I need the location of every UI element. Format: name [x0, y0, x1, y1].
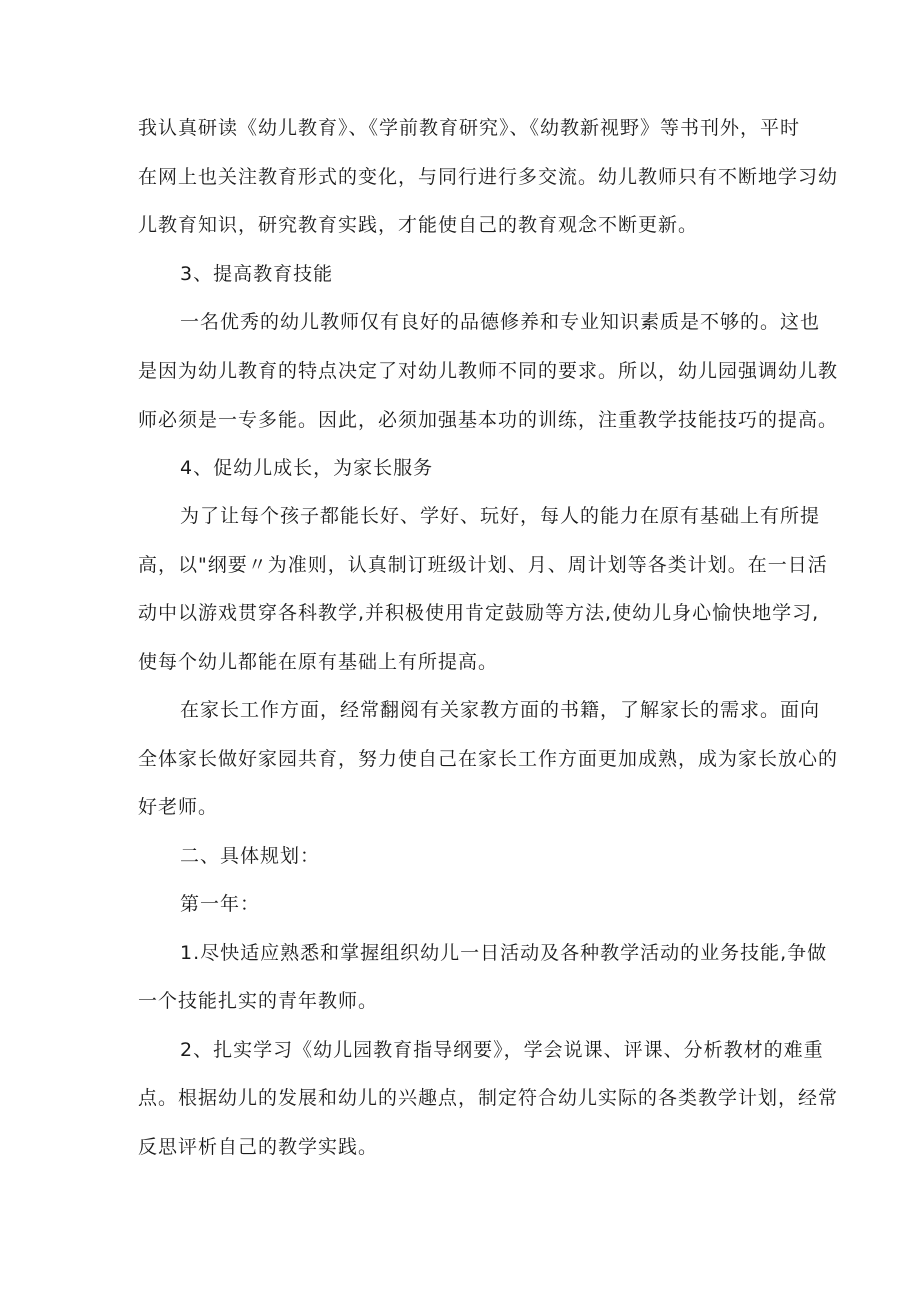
paragraph-line: 使每个幼儿都能在原有基础上有所提高。 [138, 651, 499, 673]
paragraph-line: 在家长工作方面，经常翻阅有关家教方面的书籍，了解家长的需求。面向 [180, 699, 821, 721]
section-heading: 二、具体规划： [180, 845, 321, 867]
paragraph-line: 一名优秀的幼儿教师仅有良好的品德修养和专业知识素质是不够的。这也 [180, 311, 821, 333]
subsection-heading: 第一年： [180, 893, 261, 915]
paragraph-line: 在网上也关注教育形式的变化，与同行进行多交流。幼儿教师只有不断地学习幼 [138, 166, 839, 188]
paragraph-line: 全体家长做好家园共育，努力使自己在家长工作方面更加成熟，成为家长放心的 [138, 748, 839, 770]
paragraph-line: 儿教育知识，研究教育实践，才能使自己的教育观念不断更新。 [138, 214, 699, 236]
list-item-line: 点。根据幼儿的发展和幼儿的兴趣点，制定符合幼儿实际的各类教学计划，经常 [138, 1087, 839, 1109]
paragraph-line: 是因为幼儿教育的特点决定了对幼儿教师不同的要求。所以，幼儿园强调幼儿教 [138, 360, 839, 382]
paragraph-line: 我认真研读《幼儿教育》、《学前教育研究》、《幼教新视野》等书刊外，平时 [138, 117, 801, 139]
list-item-line: 一个技能扎实的青年教师。 [138, 990, 379, 1012]
paragraph-line: 为了让每个孩子都能长好、学好、玩好，每人的能力在原有基础上有所提 [180, 505, 821, 527]
list-item-line: 1.尽快适应熟悉和掌握组织幼儿一日活动及各种教学活动的业务技能,争做 [180, 942, 828, 964]
paragraph-line: 师必须是一专多能。因此，必须加强基本功的训练，注重教学技能技巧的提高。 [138, 409, 839, 431]
paragraph-line: 好老师。 [138, 796, 219, 818]
list-item-line: 反思评析自己的教学实践。 [138, 1136, 379, 1158]
list-item-line: 2、扎实学习《幼儿园教育指导纲要》，学会说课、评课、分析教材的难重 [180, 1039, 824, 1061]
paragraph-line: 动中以游戏贯穿各科教学,并积极使用肯定鼓励等方法,使幼儿身心愉快地学习, [138, 602, 820, 624]
paragraph-line: 高，以"纲要〃为准则，认真制订班级计划、月、周计划等各类计划。在一日活 [138, 554, 828, 576]
section-heading: 4、促幼儿成长，为家长服务 [180, 457, 434, 479]
section-heading: 3、提高教育技能 [180, 263, 334, 285]
